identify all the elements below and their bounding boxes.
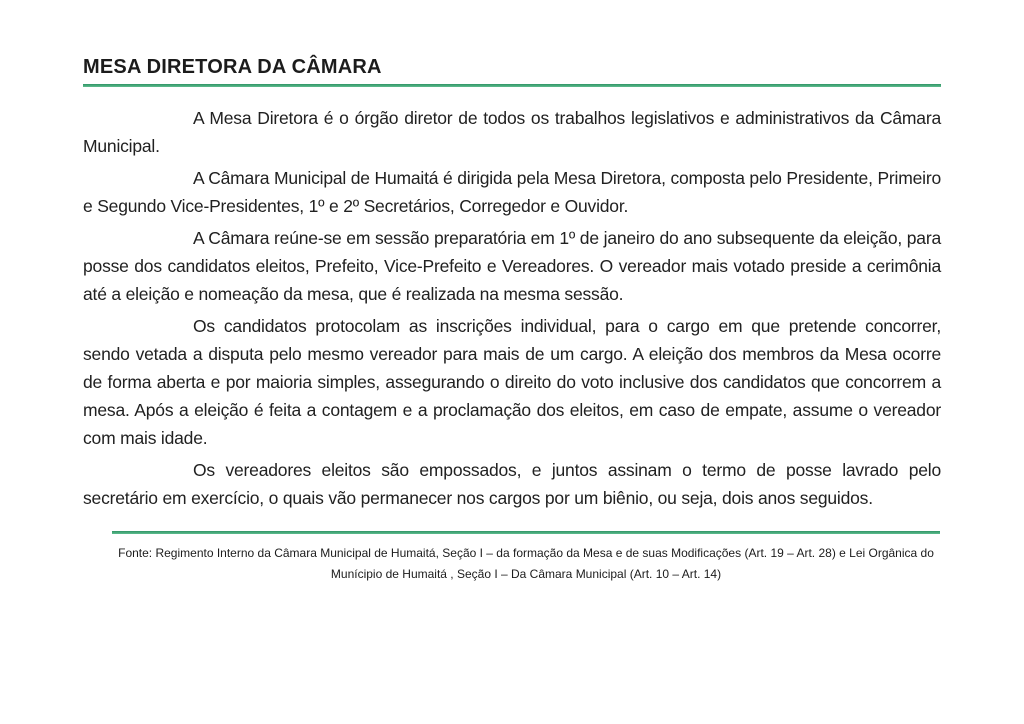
paragraph-5: Os vereadores eleitos são empossados, e juntos assinam o termo de posse lavrado pelo secretário em exercício, o quais vão permanecer nos cargos por um biênio, ou seja, dois anos seguidos. (83, 460, 941, 508)
paragraph-1: A Mesa Diretora é o órgão diretor de todos os trabalhos legislativos e administrativos da Câmara Municipal. (83, 108, 941, 156)
source-note (112, 543, 940, 585)
source-note-line-2: Munícipio de Humaitá , Seção I – Da Câmara Municipal (Art. 10 – Art. 14) (330, 567, 722, 581)
document-body (83, 104, 941, 512)
paragraph-3: A Câmara reúne-se em sessão preparatória em 1º de janeiro do ano subsequente da eleição, para posse dos candidatos eleitos, Prefeito, Vice-Prefeito e Vereadores. O vereador mais votado preside a cerimônia até a eleição e nomeação da mesa, que é realizada na mesma sessão. (83, 228, 941, 304)
document-page (83, 0, 941, 585)
page-title: MESA DIRETORA DA CÂMARA (83, 56, 382, 78)
paragraph-4: Os candidatos protocolam as inscrições individual, para o cargo em que pretende concorrer, sendo vetada a disputa pelo mesmo vereador para mais de um cargo. A eleição dos membros da Mesa ocorre de forma aberta e por maioria simples, assegurando o direito do voto inclusive dos candidatos que concorrem a mesa. Após a eleição é feita a contagem e a proclamação dos eleitos, em caso de empate, assume o vereador com mais idade. (83, 316, 941, 448)
title-underline-rule (83, 84, 941, 87)
paragraph-2: A Câmara Municipal de Humaitá é dirigida pela Mesa Diretora, composta pelo Presidente, Primeiro e Segundo Vice-Presidentes, 1º e 2º Secretários, Corregedor e Ouvidor. (83, 168, 941, 216)
footer-divider-rule (112, 531, 940, 534)
source-note-line-1: Fonte: Regimento Interno da Câmara Municipal de Humaitá, Seção I – da formação da Mesa e de suas Modificações (Art. 19 – Art. 28) e Lei Orgânica do (118, 546, 934, 560)
